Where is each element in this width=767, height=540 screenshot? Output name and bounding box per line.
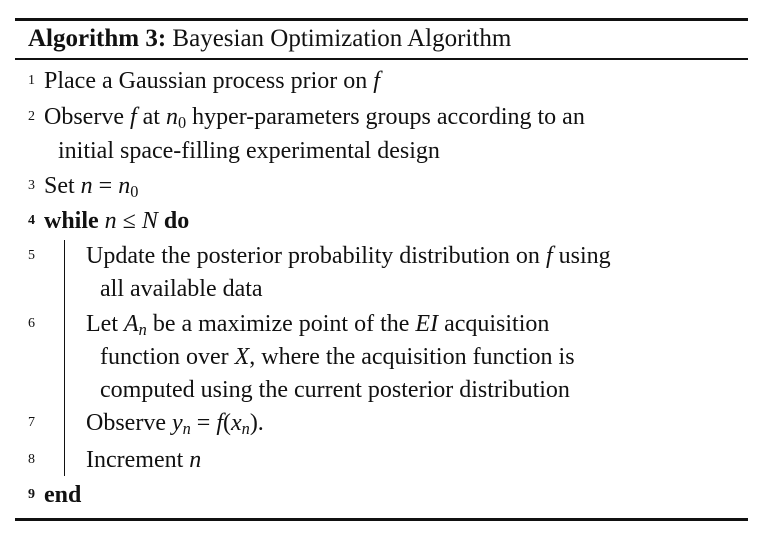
algorithm-line-7: Observe $y_n = f(x_n)$. bbox=[86, 410, 264, 439]
algorithm-line-3: Set $n = n_0$ bbox=[44, 173, 139, 202]
line-number: 9 bbox=[28, 487, 35, 502]
caption-rule bbox=[15, 58, 748, 60]
line-number: 2 bbox=[28, 109, 35, 124]
line-number: 6 bbox=[28, 316, 35, 331]
algorithm-line-9: end bbox=[44, 482, 82, 508]
line-number: 4 bbox=[28, 213, 35, 228]
algorithm-line-8: Increment n bbox=[86, 447, 202, 473]
algorithm-label: Algorithm 3: bbox=[28, 25, 167, 52]
algorithm-caption bbox=[28, 22, 511, 56]
algorithm-line-4: while n ≤ N do bbox=[44, 208, 190, 234]
algorithm-line-2: Observe f at $n_0$ hyper-parameters groups according to an bbox=[44, 104, 585, 133]
algorithm-line-1: Place a Gaussian process prior on f bbox=[44, 68, 380, 94]
while-block-bar bbox=[64, 240, 65, 476]
algorithm-line-6-continuation-1: function over X, where the acquisition function is bbox=[100, 344, 575, 370]
line-number: 3 bbox=[28, 178, 35, 193]
line-number: 7 bbox=[28, 415, 35, 430]
algorithm-line-6: Let $A_n$ be a maximize point of the EI acquisition bbox=[86, 311, 550, 340]
algorithm-title: Bayesian Optimization Algorithm bbox=[172, 25, 512, 52]
algorithm-line-2-continuation: initial space-filling experimental design bbox=[58, 138, 440, 164]
bottom-rule bbox=[15, 518, 748, 521]
top-rule bbox=[15, 18, 748, 21]
algorithm-line-6-continuation-2: computed using the current posterior distribution bbox=[100, 377, 570, 403]
line-number: 1 bbox=[28, 73, 35, 88]
line-number: 5 bbox=[28, 248, 35, 263]
algorithm-line-5-continuation: all available data bbox=[100, 276, 263, 302]
algorithm-line-5: Update the posterior probability distribution on f using bbox=[86, 243, 611, 269]
line-number: 8 bbox=[28, 452, 35, 467]
